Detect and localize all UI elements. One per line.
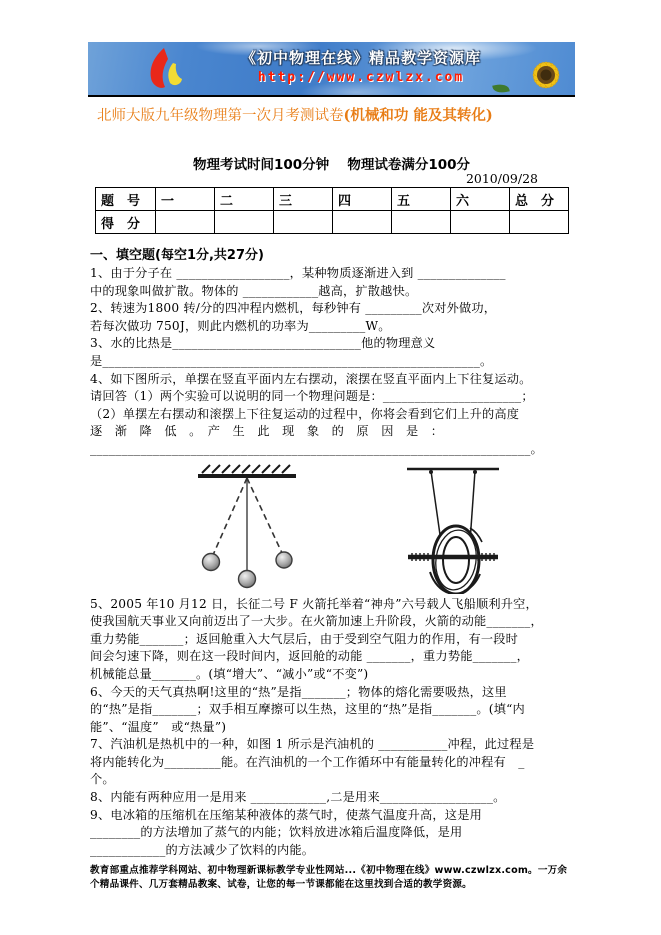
- score-table-header-row: [96, 188, 569, 211]
- score-table-header-label: 题 号: [96, 188, 156, 211]
- question-8: 8、内能有两种应用一是用来 ____________,二是用来__________________。: [90, 790, 506, 805]
- site-logo-icon: [134, 46, 196, 96]
- sunflower-icon: [517, 47, 575, 97]
- site-title: 《初中物理在线》精品教学资源库: [240, 49, 481, 67]
- question-1: 1、由于分子在 __________________，某种物质逐渐进入到 ______________ 中的现象叫做扩散。物体的 ____________越高，扩散越快。: [90, 266, 506, 298]
- exam-date: 2010/09/28: [465, 171, 538, 186]
- exam-body: [90, 247, 580, 891]
- score-table-col-total: 总 分: [510, 188, 569, 211]
- pendulum-figure: [182, 462, 312, 592]
- section1-heading: 一、填空题(每空1分,共27分): [90, 248, 264, 263]
- page-title: [97, 104, 617, 125]
- question-7: 7、汽油机是热机中的一种，如图 1 所示是汽油机的 ___________冲程，此过程是 将内能转化为_________能。在汽油机的一个工作循环中有能量转化的冲程有 _ 个。: [90, 737, 535, 787]
- page-title-sub: (机械和功 能及其转化): [343, 107, 493, 124]
- page-title-main: 北师大版九年级物理第一次月考测试卷: [97, 108, 344, 124]
- score-table-col-6: 六: [451, 188, 510, 211]
- question-6: 6、今天的天气真热啊!这里的“热”是指_______；物体的熔化需要吸热，这里 的“热”是指_______；双手相互摩擦可以生热，这里的“热”是指_______。(填“内 能”、“温度” 或“热量”): [90, 684, 525, 734]
- score-table-col-2: 二: [215, 188, 274, 211]
- question-4-figures: [182, 462, 580, 594]
- score-cell: [333, 211, 392, 234]
- score-cell: [451, 211, 510, 234]
- score-cell: [510, 211, 569, 234]
- score-cell: [392, 211, 451, 234]
- score-cell: [274, 211, 333, 234]
- question-4: 4、如下图所示，单摆在竖直平面内左右摆动，滚摆在竖直平面内上下往复运动。 请回答（1）两个实验可以说明的同一个物理问题是：______________________； （2）单摆左右摆动和滚摆上下往复运动的过程中，你将会看到它们上升的高度 逐 渐 降 低 。 产 生 此 现 象 的 原 因 是 ： ______________________________________________________________________。: [90, 371, 543, 456]
- score-table-col-4: 四: [333, 188, 392, 211]
- page-footer: 教育部重点推荐学科网站、初中物理新课标教学专业性网站...《初中物理在线》www.czwlzx.com。一万余 个精品课件、几万套精品教案、试卷，让您的每一节课都能在这里找到合适的教学资源。: [90, 865, 568, 890]
- question-5: 5、2005 年10 月12 日，长征二号 F 火箭托举着“神舟”六号载人飞船顺利升空， 使我国航天事业又向前迈出了一大步。在火箭加速上升阶段，火箭的动能_______， 重力势能_______；返回舱重入大气层后，由于受到空气阻力的作用，有一段时 间会匀速下降，则在这一段时间内，返回舱的动能 _______，重力势能_______， 机械能总量_______。(填“增大”、“减小”或“不变”): [90, 596, 543, 681]
- question-9: 9、电冰箱的压缩机在压缩某种液体的蒸气时，使蒸气温度升高，这是用 ________的方法增加了蒸气的内能；饮料放进冰箱后温度降低，是用 ____________的方法减少了饮料的内能。: [90, 807, 482, 857]
- score-cell: [156, 211, 215, 234]
- score-table-col-3: 三: [274, 188, 333, 211]
- score-cell: [215, 211, 274, 234]
- score-table: [95, 187, 569, 234]
- site-url-link[interactable]: http://www.czwlzx.com: [257, 70, 465, 85]
- question-3: 3、水的比热是______________________________他的物理意义 是____________________________________________________________。: [90, 336, 493, 368]
- score-table-col-1: 一: [156, 188, 215, 211]
- site-banner: [88, 42, 575, 97]
- exam-info: 物理考试时间100分钟 物理试卷满分100分: [192, 157, 471, 173]
- score-table-row-label: 得 分: [96, 211, 156, 234]
- score-table-score-row: [96, 211, 569, 234]
- question-2: 2、转速为1800 转/分的四冲程内燃机，每秒钟有 _________次对外做功， 若每次做功 750J，则此内燃机的功率为_________W。: [90, 301, 497, 333]
- score-table-col-5: 五: [392, 188, 451, 211]
- maxwell-wheel-figure: [404, 462, 502, 594]
